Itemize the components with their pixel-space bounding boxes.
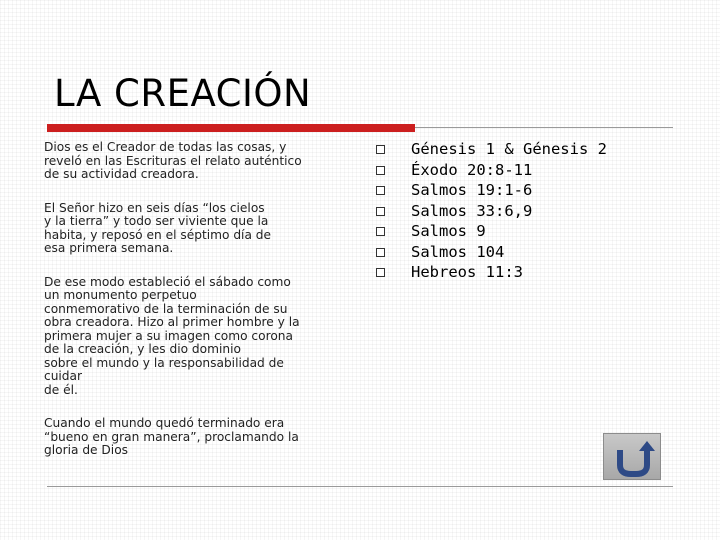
- title-divider: [415, 127, 673, 128]
- square-bullet-icon: [376, 166, 385, 175]
- reference-item: Hebreos 11:3: [372, 262, 672, 283]
- back-button[interactable]: [603, 433, 661, 480]
- paragraph-sabbath: De ese modo estableció el sábado como un monumento perpetuo conmemorativo de la terminación de su obra creadora. Hizo al primer hombre y la primera mujer a su imagen como corona de la creación, y les dio dominio sobre el mundo y la responsabilidad de cuidar de él.: [44, 274, 300, 397]
- title-accent-bar: [47, 124, 415, 132]
- square-bullet-icon: [376, 186, 385, 195]
- square-bullet-icon: [376, 268, 385, 277]
- reference-item: Salmos 104: [372, 242, 672, 263]
- square-bullet-icon: [376, 227, 385, 236]
- bottom-divider: [47, 486, 673, 487]
- u-turn-back-arrow-icon: [604, 434, 662, 481]
- reference-item: Salmos 9: [372, 221, 672, 242]
- reference-item: Génesis 1 & Génesis 2: [372, 139, 672, 160]
- reference-item: Salmos 19:1-6: [372, 180, 672, 201]
- square-bullet-icon: [376, 248, 385, 257]
- body-text: [44, 141, 344, 478]
- reference-list: [372, 139, 672, 283]
- paragraph-creator: Dios es el Creador de todas las cosas, y reveló en las Escrituras el relato auténtico de su actividad creadora.: [44, 140, 302, 181]
- paragraph-very-good: Cuando el mundo quedó terminado era “bueno en gran manera”, proclamando la gloria de Dios: [44, 416, 299, 457]
- reference-item: Éxodo 20:8-11: [372, 160, 672, 181]
- reference-item: Salmos 33:6,9: [372, 201, 672, 222]
- square-bullet-icon: [376, 207, 385, 216]
- paragraph-six-days: El Señor hizo en seis días “los cielos y la tierra” y todo ser viviente que la habita, y reposó en el séptimo día de esa primera semana.: [44, 200, 272, 255]
- slide-title: LA CREACIÓN: [54, 72, 312, 115]
- square-bullet-icon: [376, 145, 385, 154]
